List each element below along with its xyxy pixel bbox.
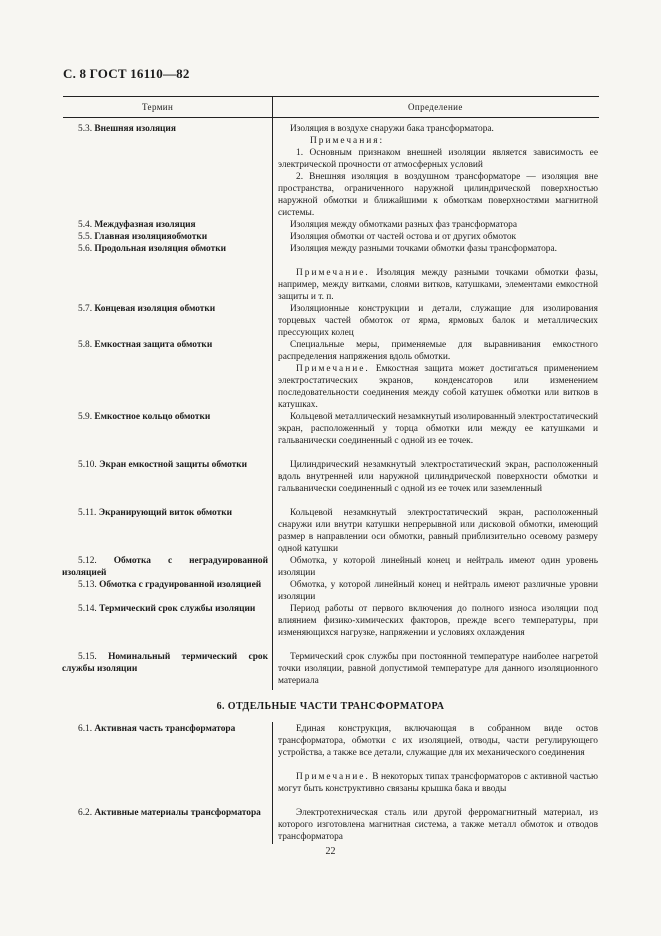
term: 5.10. Экран емкостной защиты обмотки [78,460,248,470]
definition: Цилиндрический незамкнутый электростатический экран, расположенный вдоль внутренней или наружной цилиндрической поверхности обмотки и гальванически соединенный с одной из ее точек или заземленный [278,460,598,494]
note: Примечание. Изоляция между разными точками обмотки фазы, например, между витками, слоями витков, катушками, элементами емкостной защиты и т. п. [278,268,598,302]
column-header-definition: Определение [408,102,463,112]
definition: Изоляция между обмотками разных фаз трансформатора [290,220,517,230]
definition: Единая конструкция, включающая в собранном виде остов трансформатора, обмотки с их изоляцией, отводы, части регулирующего устройства, а также все детали, служащие для их механического соединения [278,724,598,758]
term: 5.3. Внешняя изоляция [78,124,176,134]
definition: Изоляционные конструкции и детали, служащие для изолирования торцевых частей обмоток от ярма, ярмовых балок и металлических прессующих колец [278,304,598,338]
term: 5.12. Обмотка с неградуированной изоляцией [62,556,268,578]
definition: Электротехническая сталь или другой ферромагнитный материал, из которого изготовлена магнитная система, а также металл обмоток и отводов трансформатора [278,808,598,842]
term: 5.14. Термический срок службы изоляции [78,604,256,614]
term: 5.11. Экранирующий виток обмотки [78,508,233,518]
definition: Изоляция обмотки от частей остова и от других обмоток [290,232,517,242]
term: 5.13. Обмотка с градуированной изоляцией [78,580,262,590]
note-label: Примечания: [310,136,385,146]
definition: Обмотка, у которой линейный конец и нейтраль имеют различные уровни изоляции [278,580,598,602]
column-header-term: Термин [142,102,174,112]
note: Примечание. Емкостная защита может достигаться применением электростатических экранов, конденсаторов или изменением последовательности соединения между собой катушек обмотки или витков в катушках. [278,364,599,410]
term: 5.15. Номинальный термический срок службы изоляции [62,652,268,674]
term: 5.9. Емкостное кольцо обмотки [78,412,211,422]
column-divider [272,722,273,844]
definition: Обмотка, у которой линейный конец и нейтраль имеют один уровень изоляции [278,556,598,578]
note-item: 2. Внешняя изоляция в воздушном трансформаторе — изоляция вне пространства, ограниченного наружной цилиндрической поверхностью наружной обмотки и ближайшими к обмоткам поверхностями магнитной системы. [278,172,598,218]
page-number: 22 [325,846,336,857]
table-top-rule [63,96,599,97]
term: 5.8. Емкостная защита обмотки [78,340,213,350]
definition: Изоляция в воздухе снаружи бака трансформатора. [290,124,494,134]
term: 5.4. Междуфазная изоляция [78,220,196,230]
note-item: 1. Основным признаком внешней изоляции является зависимость ее электрической прочности от атмосферных условий [278,148,598,170]
definition: Кольцевой металлический незамкнутый изолированный электростатический экран, расположенный у торца обмотки или между ее катушками и гальванически соединенный с одной из ее точек. [278,412,598,446]
column-divider [272,96,273,690]
definition: Кольцевой незамкнутый электростатический экран, расположенный снаружи или внутри катушки непрерывной или дисковой обмотки, имеющий размер в направлении оси обмотки, равный приблизительно осевому размеру одной катушки [278,508,598,554]
definition: Изоляция между разными точками обмотки фазы трансформатора. [290,244,557,254]
term: 5.5. Главная изоляцияобмотки [78,232,208,242]
definition: Период работы от первого включения до полного износа изоляции под влиянием физико-химических факторов, прежде всего температуры, при изменяющихся нагрузке, напряжении и условиях охлаждения [278,604,598,638]
table-header-rule [63,117,599,118]
section-title: 6. ОТДЕЛЬНЫЕ ЧАСТИ ТРАНСФОРМАТОРА [216,701,445,712]
term: 5.7. Концевая изоляция обмотки [78,304,216,314]
term: 6.2. Активные материалы трансформатора [78,808,261,818]
page-title: С. 8 ГОСТ 16110—82 [63,66,190,81]
definition: Термический срок службы при постоянной температуре наиболее нагретой точки изоляции, равной допустимой температуре для данного изоляционного материала [278,652,598,686]
note: Примечание. В некоторых типах трансформаторов с активной частью могут быть конструктивно связаны крышка бака и вводы [278,772,599,794]
definition: Специальные меры, применяемые для выравнивания емкостного распределения напряжения вдоль обмотки. [278,340,598,362]
term: 6.1. Активная часть трансформатора [78,724,236,734]
term: 5.6. Продольная изоляция обмотки [78,244,227,254]
